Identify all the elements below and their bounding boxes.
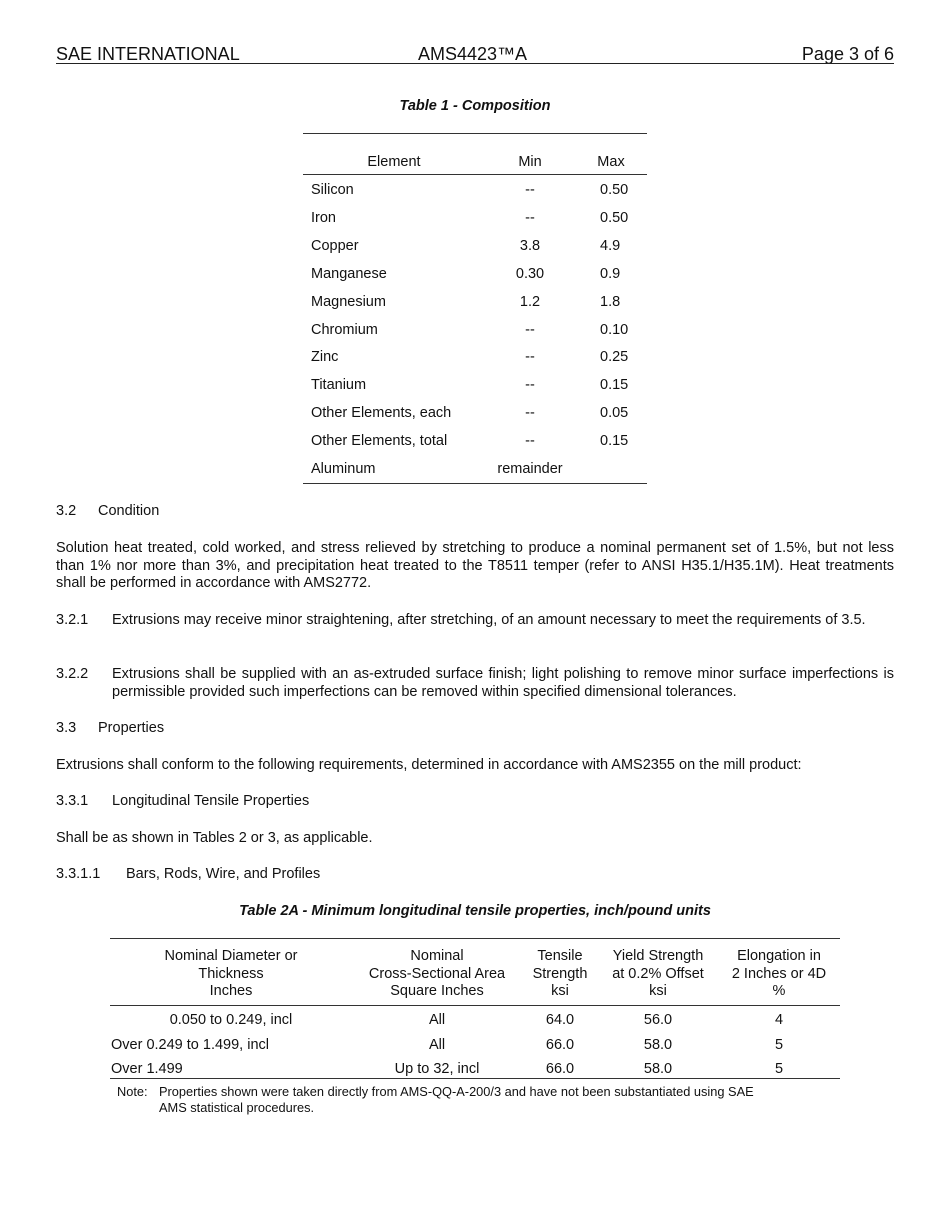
table1-cell-element: Copper <box>311 237 359 254</box>
header-line: at 0.2% Offset <box>612 965 704 982</box>
table1-cell-max: 0.10 <box>600 321 629 338</box>
header-line: Inches <box>209 983 253 999</box>
header-line: Strength <box>532 965 588 982</box>
header-line: ksi <box>649 983 667 999</box>
table1-cell-min: 3.8 <box>519 237 541 254</box>
table1-cell-max: 4.9 <box>600 237 621 254</box>
table1-cell-min: 1.2 <box>519 293 541 310</box>
table2a-cell-tensile: 64.0 <box>545 1012 575 1028</box>
subsection-text: Extrusions may receive minor straightening, after stretching, of an amount necessary to meet the requirements of 3.5. <box>112 612 866 628</box>
note-line: Properties shown were taken directly from AMS-QQ-A-200/3 and have not been substantiated using SAE <box>159 1084 754 1099</box>
table2a-top-rule <box>110 938 840 939</box>
table2a-bottom-rule <box>110 1078 840 1079</box>
header-line: Square Inches <box>390 983 484 999</box>
paragraph-tensile: Shall be as shown in Tables 2 or 3, as applicable. <box>56 830 373 846</box>
header-line: Elongation in <box>737 948 821 964</box>
section-title: Condition <box>98 503 160 519</box>
table2a-cell-elongation: 4 <box>774 1012 784 1028</box>
section-title: Bars, Rods, Wire, and Profiles <box>126 866 321 882</box>
table1-cell-element: Magnesium <box>311 293 386 310</box>
header-line: Nominal <box>410 948 464 964</box>
section-heading <box>56 866 320 884</box>
header-line: 2 Inches or 4D <box>731 965 827 982</box>
table1-cell-element: Silicon <box>311 182 354 198</box>
header-line: Tensile <box>537 948 583 964</box>
subsection-3-2-2 <box>56 666 894 702</box>
table1-cell-element: Titanium <box>311 377 367 394</box>
section-heading <box>56 793 309 811</box>
table2a-header-diameter <box>110 948 352 1001</box>
table2a-header-rule <box>110 1005 840 1006</box>
subsection-number: 3.2.1 <box>56 612 89 628</box>
table2a-cell-diameter: Over 0.249 to 1.499, incl <box>111 1036 269 1053</box>
table1-cell-element: Chromium <box>311 321 378 338</box>
paragraph-condition: Solution heat treated, cold worked, and stress relieved by stretching to produce a nominal permanent set of 1.5%, but not less than 1% nor more than 3%, and precipitation heat treated to the T8511 temper (refer to ANSI H35.1/H35.1M). Heat treatments shall be performed in accordance with AMS2772. <box>56 540 894 591</box>
table1-header-max: Max <box>597 154 625 170</box>
table2a-header-yield <box>598 948 718 1001</box>
header-line: Thickness <box>198 965 264 982</box>
table1-cell-element: Zinc <box>311 349 339 366</box>
table2a-header-elongation <box>718 948 840 1001</box>
section-number: 3.2 <box>56 503 77 519</box>
section-heading <box>56 720 164 738</box>
subsection-text: Extrusions shall be supplied with an as-extruded surface finish; light polishing to remove minor surface imperfections is permissible provided such imperfections can be removed within specified dimensional tolerances. <box>112 666 894 700</box>
table1-cell-max: 0.9 <box>600 265 621 282</box>
section-title: Longitudinal Tensile Properties <box>112 793 310 809</box>
table1-header-rule <box>303 174 647 175</box>
table1-cell-min: -- <box>525 321 535 338</box>
table1-cell-min: -- <box>525 209 535 226</box>
header-page-number: Page 3 of 6 <box>801 44 894 64</box>
subsection-3-2-1 <box>56 612 894 648</box>
table1-cell-max: 0.25 <box>600 349 629 366</box>
table1-cell-element: Other Elements, each <box>311 405 452 422</box>
table2a-cell-diameter: 0.050 to 0.249, incl <box>169 1012 293 1028</box>
table1-cell-element: Iron <box>311 209 336 226</box>
section-title: Properties <box>98 720 165 736</box>
table2a-cell-tensile: 66.0 <box>545 1036 575 1053</box>
table1-cell-min: -- <box>525 377 535 394</box>
table1-cell-max: 1.8 <box>600 293 621 310</box>
table1-header-min: Min <box>518 154 542 170</box>
section-heading <box>56 503 159 521</box>
section-number: 3.3 <box>56 720 77 736</box>
table1-bottom-rule <box>303 483 647 484</box>
table2a-header-tensile <box>522 948 598 1001</box>
table1-cell-max: 0.15 <box>600 377 629 394</box>
table1-cell-min: remainder <box>497 461 563 477</box>
table2a-cell-area: Up to 32, incl <box>394 1061 480 1077</box>
table2a-cell-tensile: 66.0 <box>545 1061 575 1077</box>
table2a-caption: Table 2A - Minimum longitudinal tensile properties, inch/pound units <box>239 903 711 919</box>
header-line: % <box>772 983 786 999</box>
table1-cell-min: -- <box>525 433 535 450</box>
table1-cell-element: Aluminum <box>311 461 376 477</box>
table1-cell-max: 0.15 <box>600 433 629 450</box>
table2a-note-label: Note: <box>117 1084 148 1099</box>
section-number: 3.3.1 <box>56 793 89 809</box>
table1-caption: Table 1 - Composition <box>399 98 551 114</box>
table1-cell-element: Other Elements, total <box>311 433 448 450</box>
header-doc-id: AMS4423™A <box>418 44 528 64</box>
table2a-cell-area: All <box>428 1036 446 1053</box>
table2a-cell-diameter: Over 1.499 <box>111 1061 183 1077</box>
table2a-cell-area: All <box>428 1012 446 1028</box>
table1-cell-min: -- <box>525 182 535 198</box>
table1-cell-max: 0.05 <box>600 405 629 422</box>
header-line: ksi <box>551 983 569 999</box>
note-line: AMS statistical procedures. <box>159 1100 315 1115</box>
table2a-header-area <box>352 948 522 1001</box>
table2a-note-text <box>159 1084 859 1116</box>
table1-cell-min: 0.30 <box>515 265 545 282</box>
table2a-cell-yield: 58.0 <box>643 1036 673 1053</box>
table1-cell-max: 0.50 <box>600 209 629 226</box>
table1-cell-min: -- <box>525 405 535 422</box>
table2a-cell-yield: 58.0 <box>643 1061 673 1077</box>
header-line: Cross-Sectional Area <box>368 965 506 982</box>
header-line: Yield Strength <box>612 948 704 964</box>
header-rule <box>56 63 894 64</box>
table1-cell-max: 0.50 <box>600 182 629 198</box>
header-line: Nominal Diameter or <box>164 948 298 964</box>
table2a-cell-yield: 56.0 <box>643 1012 673 1028</box>
header-org: SAE INTERNATIONAL <box>56 44 240 64</box>
section-number: 3.3.1.1 <box>56 866 101 882</box>
table2a-cell-elongation: 5 <box>774 1036 784 1053</box>
table1-cell-element: Manganese <box>311 265 387 282</box>
table1-header-element: Element <box>367 154 421 170</box>
table2a-cell-elongation: 5 <box>774 1061 784 1077</box>
table1-cell-min: -- <box>525 349 535 366</box>
paragraph-properties: Extrusions shall conform to the following requirements, determined in accordance with AMS2355 on the mill product: <box>56 757 802 773</box>
table1-top-rule <box>303 133 647 134</box>
subsection-number: 3.2.2 <box>56 666 89 682</box>
